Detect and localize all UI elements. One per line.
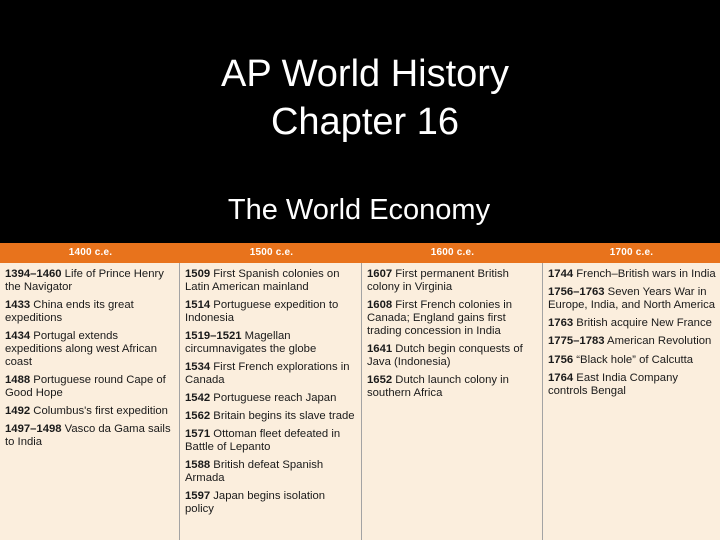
entry-text: Portuguese expedition to Indonesia xyxy=(185,298,339,324)
entry-text: First Spanish colonies on Latin American mainland xyxy=(185,268,340,293)
entry-text: Portuguese reach Japan xyxy=(210,391,337,404)
timeline-chart xyxy=(0,243,720,540)
entry-text: Life of Prince Henry the Navigator xyxy=(5,268,164,293)
entry-year: 1497–1498 xyxy=(5,422,62,435)
entry-year: 1534 xyxy=(185,360,211,373)
entry-text: Columbus's first expedition xyxy=(30,404,168,417)
entry-year: 1394–1460 xyxy=(5,268,62,280)
era-label: 1500 c.e. xyxy=(249,247,294,258)
timeline-entry xyxy=(5,374,175,400)
timeline-entry xyxy=(185,361,357,387)
timeline-entry xyxy=(5,405,175,418)
title-line-2: Chapter 16 xyxy=(270,101,459,143)
entry-year: 1514 xyxy=(185,298,211,311)
timeline-entry xyxy=(367,343,538,369)
timeline-entry xyxy=(5,330,175,368)
timeline-entry xyxy=(548,372,716,398)
entry-text: Seven Years War in Europe, India, and North America xyxy=(548,286,716,311)
entry-text: First French colonies in Canada; England gains first trading concession in India xyxy=(367,298,513,337)
timeline-entry xyxy=(548,286,716,312)
timeline-entry xyxy=(185,459,357,485)
timeline-entry xyxy=(5,299,175,325)
entry-year: 1756–1763 xyxy=(548,286,605,299)
entry-text: East India Company controls Bengal xyxy=(548,371,679,397)
entry-text: British acquire New France xyxy=(573,317,712,330)
entry-year: 1597 xyxy=(185,490,211,503)
entry-year: 1744 xyxy=(548,268,574,280)
timeline-entry xyxy=(5,423,175,449)
entry-text: Dutch launch colony in southern Africa xyxy=(367,373,509,399)
entry-year: 1434 xyxy=(5,329,31,342)
timeline-entry xyxy=(185,410,357,423)
title-line-1: AP World History xyxy=(221,53,509,95)
entry-year: 1763 xyxy=(548,317,574,330)
timeline-entry xyxy=(367,299,538,337)
entry-year: 1492 xyxy=(5,404,31,417)
entry-year: 1488 xyxy=(5,373,31,386)
timeline-entry xyxy=(548,268,716,281)
entry-text: China ends its great expeditions xyxy=(5,298,134,324)
timeline-column xyxy=(542,263,720,540)
timeline-entry xyxy=(367,374,538,400)
entry-text: Ottoman fleet defeated in Battle of Lepanto xyxy=(185,428,341,454)
timeline-entry xyxy=(185,330,357,356)
entry-text: British defeat Spanish Armada xyxy=(185,459,324,485)
entry-text: Magellan circumnavigates the globe xyxy=(185,329,317,355)
entry-year: 1562 xyxy=(185,410,211,423)
entry-year: 1775–1783 xyxy=(548,335,605,348)
entry-year: 1764 xyxy=(548,371,574,384)
entry-text: French–British wars in India xyxy=(573,268,716,280)
era-label: 1600 c.e. xyxy=(430,247,475,258)
timeline-entry xyxy=(185,268,357,294)
entry-year: 1652 xyxy=(367,373,393,386)
slide-title xyxy=(0,50,720,146)
timeline-entry xyxy=(548,335,716,348)
entry-year: 1641 xyxy=(367,342,393,355)
entry-text: Japan begins isolation policy xyxy=(185,490,326,516)
timeline-column xyxy=(0,263,179,540)
entry-year: 1607 xyxy=(367,268,393,280)
entry-year: 1756 xyxy=(548,353,574,366)
timeline-entry xyxy=(185,392,357,405)
timeline-entry xyxy=(548,317,716,330)
timeline-entry xyxy=(5,268,175,294)
timeline-entry xyxy=(548,354,716,367)
entry-year: 1608 xyxy=(367,298,393,311)
slide-subtitle: The World Economy xyxy=(227,194,491,226)
timeline-entry xyxy=(185,299,357,325)
entry-text: Dutch begin conquests of Java (Indonesia) xyxy=(367,342,523,368)
entry-text: First permanent British colony in Virginia xyxy=(367,268,509,293)
timeline-entry xyxy=(185,490,357,516)
era-header-bar xyxy=(0,243,720,263)
entry-text: “Black hole” of Calcutta xyxy=(573,353,694,366)
entry-year: 1433 xyxy=(5,298,31,311)
era-label: 1400 c.e. xyxy=(68,247,113,258)
entry-year: 1542 xyxy=(185,391,211,404)
entry-year: 1509 xyxy=(185,268,211,280)
entry-text: First French explorations in Canada xyxy=(185,360,350,386)
era-label: 1700 c.e. xyxy=(609,247,654,258)
entry-year: 1519–1521 xyxy=(185,329,242,342)
entry-year: 1588 xyxy=(185,459,211,472)
entry-text: Portuguese round Cape of Good Hope xyxy=(5,373,166,399)
entry-text: Portugal extends expeditions along west African coast xyxy=(5,329,157,368)
entry-year: 1571 xyxy=(185,428,211,441)
entry-text: American Revolution xyxy=(604,335,712,348)
timeline-entry xyxy=(185,428,357,454)
timeline-entry xyxy=(367,268,538,294)
entry-text: Britain begins its slave trade xyxy=(210,410,355,423)
timeline-column xyxy=(361,263,542,540)
timeline-column xyxy=(179,263,361,540)
entry-text: Vasco da Gama sails to India xyxy=(5,422,171,448)
